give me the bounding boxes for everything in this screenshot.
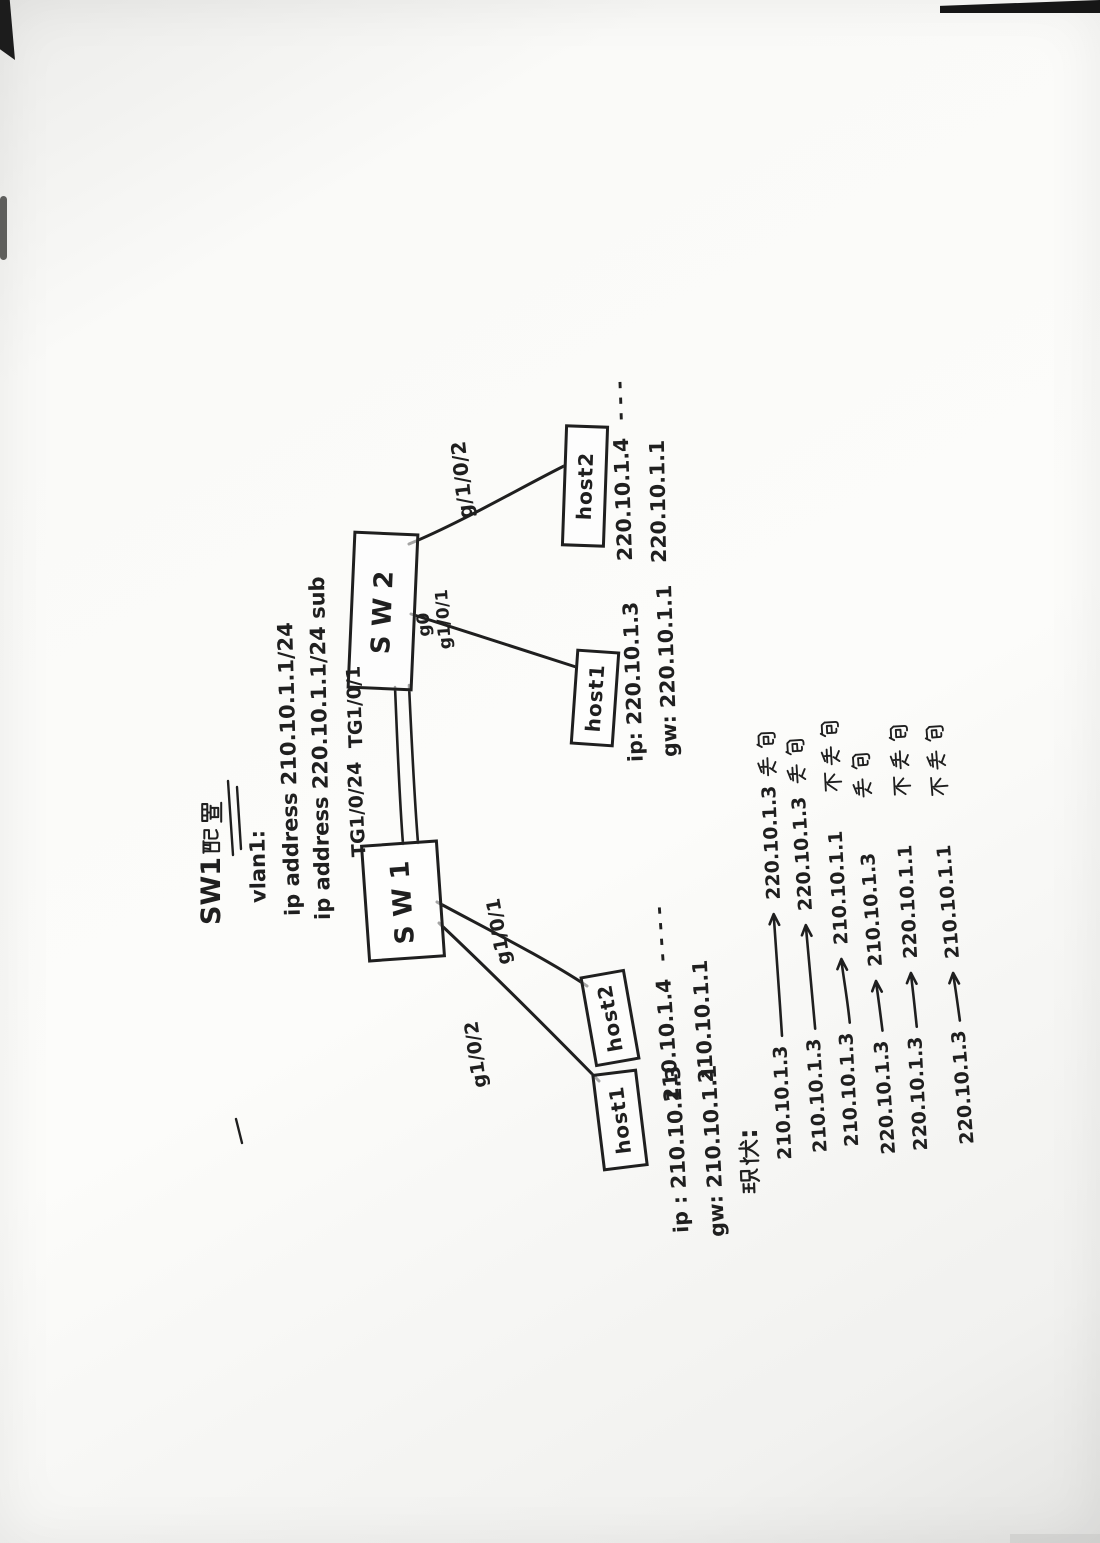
status-destination: 210.10.1.1 xyxy=(824,830,853,946)
port-label-sw2-host2: g/1/0/2 xyxy=(445,439,479,521)
arrow-icon xyxy=(904,966,921,1029)
port-label-sw2-host1-line1: g0 xyxy=(413,612,436,638)
status-header xyxy=(733,1128,766,1196)
status-destination: 220.10.1.3 xyxy=(787,796,817,912)
sw1-host2-ellipsis: - - - - xyxy=(646,905,675,963)
trunk-line-lower xyxy=(409,685,418,843)
arrow-icon xyxy=(767,908,787,1038)
link-sw2-host2 xyxy=(409,466,564,544)
sw2-host1-gw: gw: 220.10.1.1 xyxy=(652,584,682,758)
arrow-icon xyxy=(946,966,964,1023)
arrow-icon xyxy=(869,974,887,1033)
sw1-host1-gw: gw: 210.10.1.1 xyxy=(696,1064,730,1238)
port-label-sw1-trunk: TG1/0/24 xyxy=(343,761,371,858)
sw2-host2-gw: 220.10.1.1 xyxy=(644,439,672,564)
sw1-host2-ip-value: 210.10.1.4 xyxy=(651,978,684,1103)
sw1-host2-label: host2 xyxy=(592,982,628,1054)
sw1-host2-gw: 210.10.1.1 xyxy=(687,959,719,1084)
sw1-label: SW1 xyxy=(384,850,421,946)
sw1-host1-label: host1 xyxy=(603,1084,637,1156)
config-line-ip1: ip address 210.10.1.1/24 xyxy=(273,621,305,917)
sw1-host1-ip: ip : 210.10.1.3 xyxy=(660,1065,694,1234)
port-label-sw2-trunk: TG1/0/1 xyxy=(342,665,368,749)
page-title xyxy=(196,799,227,925)
status-destination: 210.10.1.3 xyxy=(856,852,887,968)
photo-artifact-left-smudge xyxy=(0,196,7,260)
page-title-cjk xyxy=(198,799,225,855)
trunk-line-upper xyxy=(395,687,403,844)
photo-artifact-bottom-right xyxy=(1010,1534,1100,1543)
config-line-ip2: ip address 220.10.1.1/24 sub xyxy=(305,576,335,921)
sw2-label: SW2 xyxy=(366,561,401,655)
status-destination: 220.10.1.1 xyxy=(893,844,922,960)
stray-pen-mark xyxy=(236,1119,242,1143)
status-header-cjk xyxy=(735,1139,764,1196)
status-result xyxy=(922,721,951,798)
port-label-sw1-host2: g1/0/1 xyxy=(482,896,516,967)
sw2-host2-label: host2 xyxy=(571,451,599,521)
host-node-sw2-host1 xyxy=(570,649,621,748)
status-result xyxy=(783,735,809,785)
status-source: 210.10.1.3 xyxy=(768,1045,796,1161)
status-result xyxy=(849,749,875,799)
host-node-sw1-host1 xyxy=(591,1069,649,1172)
page-title-text: SW1 xyxy=(196,856,227,925)
sw2-host2-ip xyxy=(607,380,637,561)
port-label-sw1-host1: g1/0/2 xyxy=(460,1019,492,1090)
status-result xyxy=(818,717,845,793)
sw2-host2-ellipsis: - - - xyxy=(606,380,633,422)
port-label-sw2-host1-line2: g1/0/1 xyxy=(431,588,457,650)
status-source: 220.10.1.3 xyxy=(869,1039,900,1156)
status-result xyxy=(887,721,914,797)
title-underline xyxy=(228,781,241,855)
arrow-icon xyxy=(799,918,820,1031)
status-source: 220.10.1.3 xyxy=(947,1029,979,1146)
status-destination: 220.10.1.3 xyxy=(757,785,785,901)
sw2-host1-label: host1 xyxy=(580,663,610,733)
status-source: 210.10.1.3 xyxy=(834,1032,863,1148)
port-label-sw2-host1 xyxy=(412,589,456,652)
host-node-sw1-host2 xyxy=(579,969,640,1068)
sw2-host2-ip-value: 220.10.1.4 xyxy=(608,437,638,562)
status-row xyxy=(922,721,978,1145)
status-result xyxy=(755,728,780,778)
sw2-host1-ip: ip: 220.10.1.3 xyxy=(618,601,648,763)
config-line-vlan: vlan1: xyxy=(245,829,271,904)
link-sw1-host1 xyxy=(439,923,599,1081)
status-source: 210.10.1.3 xyxy=(802,1037,832,1154)
status-source: 220.10.1.3 xyxy=(903,1036,932,1152)
arrow-icon xyxy=(834,952,854,1025)
switch-node-sw1 xyxy=(360,839,446,962)
status-destination: 210.10.1.1 xyxy=(932,844,964,960)
status-header-colon: : xyxy=(732,1127,765,1140)
host-node-sw2-host2 xyxy=(561,424,609,547)
